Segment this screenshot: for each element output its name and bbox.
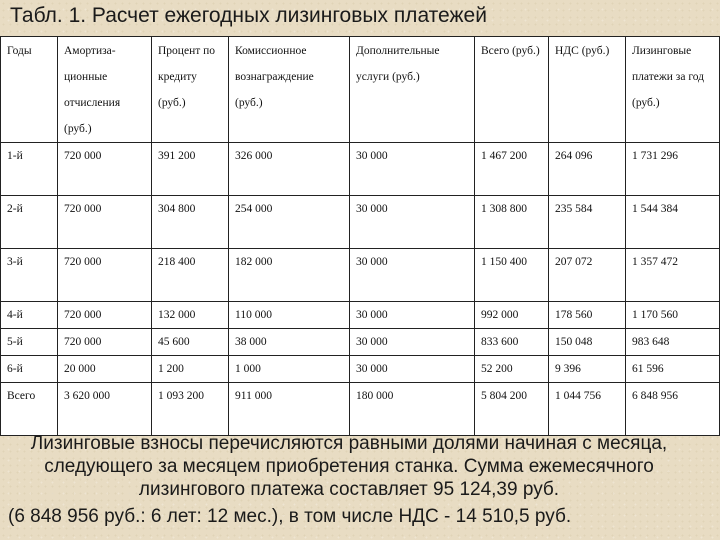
cell-annual-payment: 1 357 472 [626, 249, 720, 302]
cell-extra-services: 30 000 [350, 196, 475, 249]
cell-commission: 326 000 [229, 143, 350, 196]
cell-vat: 9 396 [549, 356, 626, 383]
explanation-text [0, 432, 720, 528]
cell-vat: 235 584 [549, 196, 626, 249]
cell-year: Всего [1, 383, 58, 436]
cell-vat: 178 560 [549, 302, 626, 329]
cell-loan-interest: 45 600 [152, 329, 229, 356]
leasing-payments-table [0, 36, 719, 436]
cell-vat: 207 072 [549, 249, 626, 302]
table-row [1, 196, 720, 249]
cell-extra-services: 30 000 [350, 329, 475, 356]
cell-year: 2-й [1, 196, 58, 249]
cell-total: 52 200 [475, 356, 549, 383]
column-header-years: Годы [1, 37, 58, 143]
cell-loan-interest: 1 093 200 [152, 383, 229, 436]
cell-annual-payment: 1 544 384 [626, 196, 720, 249]
cell-vat: 1 044 756 [549, 383, 626, 436]
cell-depreciation: 720 000 [58, 249, 152, 302]
cell-commission: 1 000 [229, 356, 350, 383]
column-header-depreciation: Амортиза-ционные отчисления (руб.) [58, 37, 152, 143]
column-header-total: Всего (руб.) [475, 37, 549, 143]
cell-commission: 911 000 [229, 383, 350, 436]
cell-total: 1 467 200 [475, 143, 549, 196]
column-header-extra-services: Дополнительные услуги (руб.) [350, 37, 475, 143]
cell-depreciation: 720 000 [58, 196, 152, 249]
column-header-annual-payment: Лизинговые платежи за год (руб.) [626, 37, 720, 143]
cell-depreciation: 720 000 [58, 302, 152, 329]
table-row [1, 329, 720, 356]
column-header-vat: НДС (руб.) [549, 37, 626, 143]
cell-commission: 254 000 [229, 196, 350, 249]
cell-commission: 38 000 [229, 329, 350, 356]
cell-year: 6-й [1, 356, 58, 383]
cell-year: 1-й [1, 143, 58, 196]
cell-commission: 182 000 [229, 249, 350, 302]
cell-extra-services: 180 000 [350, 383, 475, 436]
cell-loan-interest: 218 400 [152, 249, 229, 302]
cell-annual-payment: 1 170 560 [626, 302, 720, 329]
table-row [1, 356, 720, 383]
cell-total: 833 600 [475, 329, 549, 356]
cell-total: 5 804 200 [475, 383, 549, 436]
cell-year: 3-й [1, 249, 58, 302]
cell-total: 992 000 [475, 302, 549, 329]
cell-depreciation: 720 000 [58, 143, 152, 196]
cell-extra-services: 30 000 [350, 249, 475, 302]
cell-loan-interest: 132 000 [152, 302, 229, 329]
cell-year: 4-й [1, 302, 58, 329]
cell-loan-interest: 391 200 [152, 143, 229, 196]
cell-annual-payment: 1 731 296 [626, 143, 720, 196]
cell-depreciation: 720 000 [58, 329, 152, 356]
cell-annual-payment: 61 596 [626, 356, 720, 383]
paragraph-monthly-payment: Лизинговые взносы перечисляются равными долями начиная с месяца, следующего за месяцем приобретения станка. Сумма ежемесячного лизингового платежа составляет 95 124,39 руб. [30, 433, 668, 500]
slide-title: Табл. 1. Расчет ежегодных лизинговых платежей [10, 4, 487, 27]
cell-annual-payment: 983 648 [626, 329, 720, 356]
cell-extra-services: 30 000 [350, 143, 475, 196]
column-header-commission: Комиссионное вознаграждение (руб.) [229, 37, 350, 143]
cell-vat: 150 048 [549, 329, 626, 356]
table-row [1, 249, 720, 302]
column-header-loan-interest: Процент по кредиту (руб.) [152, 37, 229, 143]
cell-loan-interest: 304 800 [152, 196, 229, 249]
paragraph-calculation: (6 848 956 руб.: 6 лет: 12 мес.), в том числе НДС - 14 510,5 руб. [8, 506, 572, 527]
cell-annual-payment: 6 848 956 [626, 383, 720, 436]
cell-extra-services: 30 000 [350, 356, 475, 383]
cell-total: 1 308 800 [475, 196, 549, 249]
cell-extra-services: 30 000 [350, 302, 475, 329]
cell-total: 1 150 400 [475, 249, 549, 302]
cell-commission: 110 000 [229, 302, 350, 329]
table-row [1, 143, 720, 196]
cell-year: 5-й [1, 329, 58, 356]
cell-vat: 264 096 [549, 143, 626, 196]
table-total-row [1, 383, 720, 436]
cell-loan-interest: 1 200 [152, 356, 229, 383]
cell-depreciation: 3 620 000 [58, 383, 152, 436]
table-header-row [1, 37, 720, 143]
cell-depreciation: 20 000 [58, 356, 152, 383]
table-row [1, 302, 720, 329]
